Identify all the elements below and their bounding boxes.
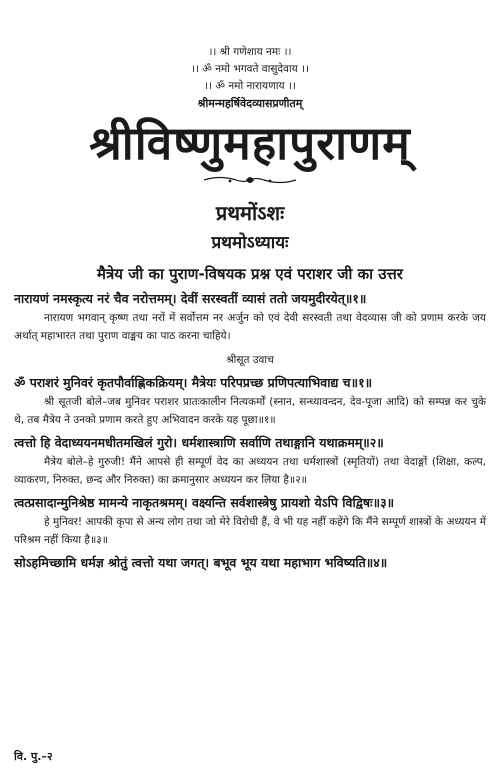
invocation-vasudeva: ।। ॐ नमो भगवते वासुदेवाय ।। xyxy=(190,63,309,75)
translation-1: श्री सूतजी बोले–जब मुनिवर पराशर प्रातःकालीन नित्यकर्मों (स्नान, सन्ध्यावन्दन, देव-पूजा आदि) को सम्पन्न कर चुके थे, तब मैत्रेय ने उनको प्रणाम करते हुए अभिवादन करके यह पूछा॥१॥ xyxy=(14,396,486,426)
translation-2: मैत्रेय बोले–हे गुरुजी! मैंने आपसे ही सम्पूर्ण वेद का अध्ययन तथा धर्मशास्त्रों (स्मृतियों) तथा वेदाङ्गों (शिक्षा, कल्प, व्याकरण, निरुक्त, छन्द और निरुक्त) का क्रमानुसार अध्ययन कर लिया है॥२॥ xyxy=(14,456,486,486)
adhyaya-heading: प्रथमोऽध्यायः xyxy=(211,233,289,253)
verse-4: सोऽहमिच्छामि धर्मज्ञ श्रोतुं त्वत्तो यथा जगत्। बभूव भूय यथा महाभाग भविष्यति॥४॥ xyxy=(14,555,388,570)
verse-0: नारायणं नमस्कृत्य नरं चैव नरोत्तमम्। देवीं सरस्वतीं व्यासं ततो जयमुदीरयेत्॥१॥ xyxy=(14,291,367,306)
verse-1: ॐ पराशरं मुनिवरं कृतपौर्वाह्णिकक्रियम्। मैत्रेयः परिपप्रच्छ प्रणिपत्याभिवाद्य च॥१॥ xyxy=(14,375,373,390)
invocation-narayana: ।। ॐ नमो नारायणाय ।। xyxy=(204,80,296,92)
ornament-divider-icon xyxy=(200,173,300,187)
amsha-heading: प्रथमोंऽशः xyxy=(215,201,285,225)
attribution: श्रीमन्महर्षिवेदव्यासप्रणीतम् xyxy=(197,97,303,110)
verse-2: त्वत्तो हि वेदाध्ययनमधीतमखिलं गुरो। धर्मशास्त्राणि सर्वाणि तथाङ्गानि यथाक्रमम्॥२॥ xyxy=(14,435,384,450)
verse-3: त्वत्प्रसादान्मुनिश्रेष्ठ मामन्ये नाकृतश्रमम्। वक्ष्यन्ति सर्वशास्त्रेषु प्रायशो येऽपि विद्विषः॥३॥ xyxy=(14,495,395,510)
page-footer: वि. पु.–२ xyxy=(14,750,53,763)
speaker-label: श्रीसूत उवाच xyxy=(226,354,274,366)
page-title: श्रीविष्णुमहापुराणम् xyxy=(89,116,411,170)
translation-0: नारायण भगवान् कृष्ण तथा नरों में सर्वोत्तम नर अर्जुन को एवं देवी सरस्वती तथा वेदव्यास जी को प्रणाम करके जय अर्थात् महाभारत तथा पुराण वाङ्मय का पाठ करना चाहिये। xyxy=(14,312,486,342)
section-heading: मैत्रेय जी का पुराण-विषयक प्रश्न एवं पराशर जी का उत्तर xyxy=(97,265,403,283)
translation-3: हे मुनिवर! आपकी कृपा से अन्य लोग तथा जो मेरे विरोधी हैं, वे भी यह नहीं कहेंगे कि मैंने सम्पूर्ण शास्त्रों के अध्ययन में परिश्रम नहीं किया है॥३॥ xyxy=(14,516,486,546)
invocation-ganesha: ।। श्री गणेशाय नमः ।। xyxy=(208,46,292,58)
